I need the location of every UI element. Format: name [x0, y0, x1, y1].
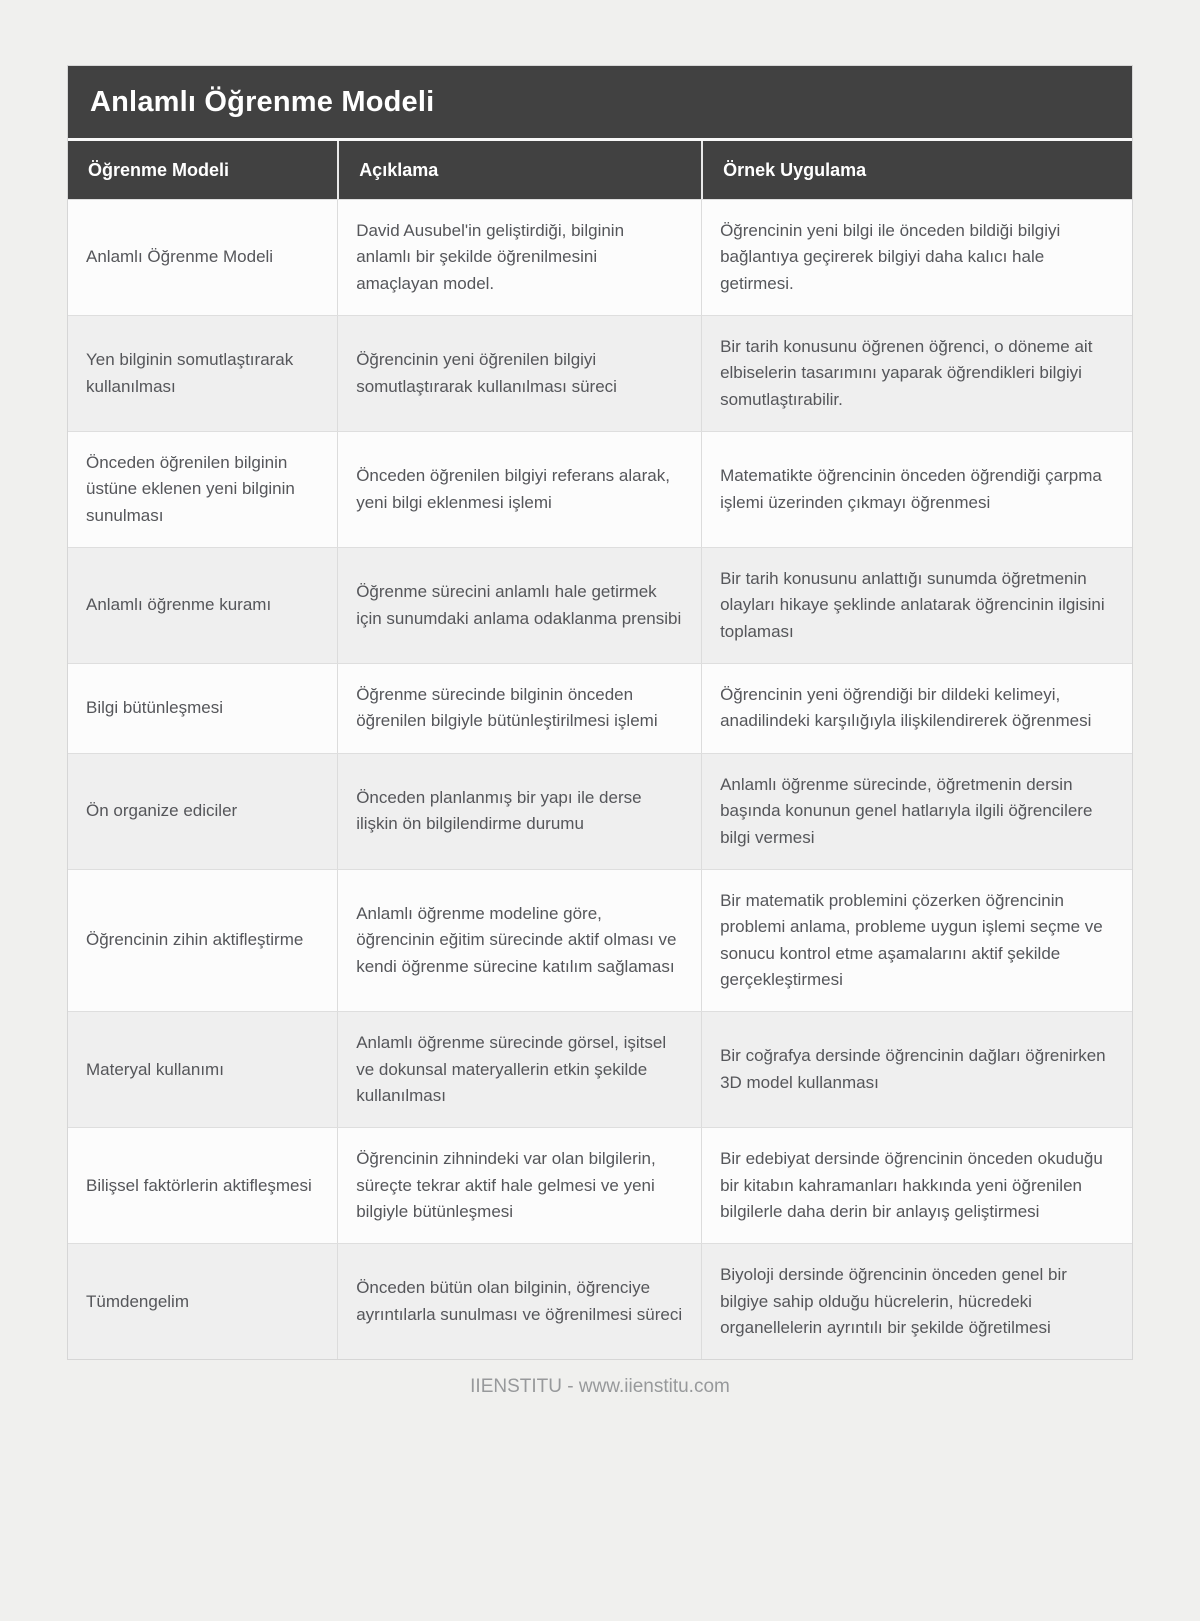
column-header-aciklama: Açıklama [337, 141, 701, 199]
table-row [68, 663, 1132, 753]
cell-aciklama: Öğrencinin yeni öğrenilen bilgiyi somutlaştırarak kullanılması süreci [337, 316, 701, 431]
cell-ogrenme-modeli: Bilişsel faktörlerin aktifleşmesi [86, 1175, 312, 1195]
cell-ornek-uygulama: Bir matematik problemini çözerken öğrencinin problemi anlama, probleme uygun işlemi seçme ve sonucu kontrol etme aşamalarını aktif şekilde gerçekleştirmesi [701, 870, 1132, 1011]
cell-aciklama: Önceden öğrenilen bilgiyi referans alarak, yeni bilgi eklenmesi işlemi [337, 432, 701, 547]
cell-ogrenme-modeli: Anlamlı öğrenme kuramı [86, 595, 272, 615]
cell-aciklama: Anlamlı öğrenme sürecinde görsel, işitsel ve dokunsal materyallerin etkin şekilde kullanılması [337, 1012, 701, 1127]
cell-ogrenme-modeli: Bilgi bütünleşmesi [86, 698, 224, 718]
cell-ogrenme-modeli: Tümdengelim [86, 1291, 189, 1311]
cell-ogrenme-modeli: Öğrencinin zihin aktifleştirme [86, 930, 304, 950]
column-header-ogrenme-modeli: Öğrenme Modeli [88, 160, 230, 180]
table-row [68, 315, 1132, 431]
table-header-row [68, 141, 1132, 199]
cell-ornek-uygulama: Öğrencinin yeni bilgi ile önceden bildiği bilgiyi bağlantıya geçirerek bilgiyi daha kalıcı hale getirmesi. [701, 200, 1132, 315]
cell-ornek-uygulama: Bir tarih konusunu öğrenen öğrenci, o döneme ait elbiselerin tasarımını yaparak öğrendikleri bilgiyi somutlaştırabilir. [701, 316, 1132, 431]
footer-text: IIENSTITU - www.iienstitu.com [470, 1376, 730, 1398]
cell-ogrenme-modeli: Anlamlı Öğrenme Modeli [86, 247, 274, 267]
cell-aciklama: Öğrenme sürecini anlamlı hale getirmek için sunumdaki anlama odaklanma prensibi [337, 548, 701, 663]
cell-aciklama: Öğrenme sürecinde bilginin önceden öğrenilen bilgiyle bütünleştirilmesi işlemi [337, 664, 701, 753]
table-title-bar [68, 66, 1132, 141]
table-row [68, 1243, 1132, 1359]
cell-ornek-uygulama: Bir edebiyat dersinde öğrencinin önceden okuduğu bir kitabın kahramanları hakkında yeni öğrenilen bilgilerle daha derin bir anlayış geliştirmesi [701, 1128, 1132, 1243]
table-body [68, 199, 1132, 1359]
cell-aciklama: Öğrencinin zihnindeki var olan bilgilerin, süreçte tekrar aktif hale gelmesi ve yeni bilgiyle bütünleşmesi [337, 1128, 701, 1243]
cell-ornek-uygulama: Bir tarih konusunu anlattığı sunumda öğretmenin olayları hikaye şeklinde anlatarak öğrencinin ilgisini toplaması [701, 548, 1132, 663]
cell-aciklama: Önceden bütün olan bilginin, öğrenciye ayrıntılarla sunulması ve öğrenilmesi süreci [337, 1244, 701, 1359]
cell-aciklama: Önceden planlanmış bir yapı ile derse ilişkin ön bilgilendirme durumu [337, 754, 701, 869]
table-row [68, 547, 1132, 663]
cell-aciklama: Anlamlı öğrenme modeline göre, öğrencinin eğitim sürecinde aktif olması ve kendi öğrenme sürecine katılım sağlaması [337, 870, 701, 1011]
cell-ornek-uygulama: Öğrencinin yeni öğrendiği bir dildeki kelimeyi, anadilindeki karşılığıyla ilişkilendirerek öğrenmesi [701, 664, 1132, 753]
table-row [68, 431, 1132, 547]
table-row [68, 753, 1132, 869]
table-row [68, 869, 1132, 1011]
page-title: Anlamlı Öğrenme Modeli [90, 86, 435, 118]
cell-ogrenme-modeli: Yen bilginin somutlaştırarak kullanılması [86, 350, 294, 396]
cell-ornek-uygulama: Biyoloji dersinde öğrencinin önceden genel bir bilgiye sahip olduğu hücrelerin, hücredeki organellelerin ayrıntılı bir şekilde öğretilmesi [701, 1244, 1132, 1359]
learning-model-table-card [67, 65, 1133, 1360]
cell-ogrenme-modeli: Ön organize ediciler [86, 801, 238, 821]
cell-ogrenme-modeli: Materyal kullanımı [86, 1059, 224, 1079]
cell-aciklama: David Ausubel'in geliştirdiği, bilginin anlamlı bir şekilde öğrenilmesini amaçlayan model. [337, 200, 701, 315]
table-row [68, 199, 1132, 315]
cell-ornek-uygulama: Bir coğrafya dersinde öğrencinin dağları öğrenirken 3D model kullanması [701, 1012, 1132, 1127]
column-header-ornek-uygulama: Örnek Uygulama [701, 141, 1132, 199]
table-row [68, 1127, 1132, 1243]
cell-ornek-uygulama: Anlamlı öğrenme sürecinde, öğretmenin dersin başında konunun genel hatlarıyla ilgili öğrencilere bilgi vermesi [701, 754, 1132, 869]
table-row [68, 1011, 1132, 1127]
cell-ogrenme-modeli: Önceden öğrenilen bilginin üstüne eklenen yeni bilginin sunulması [86, 453, 295, 525]
cell-ornek-uygulama: Matematikte öğrencinin önceden öğrendiği çarpma işlemi üzerinden çıkmayı öğrenmesi [701, 432, 1132, 547]
